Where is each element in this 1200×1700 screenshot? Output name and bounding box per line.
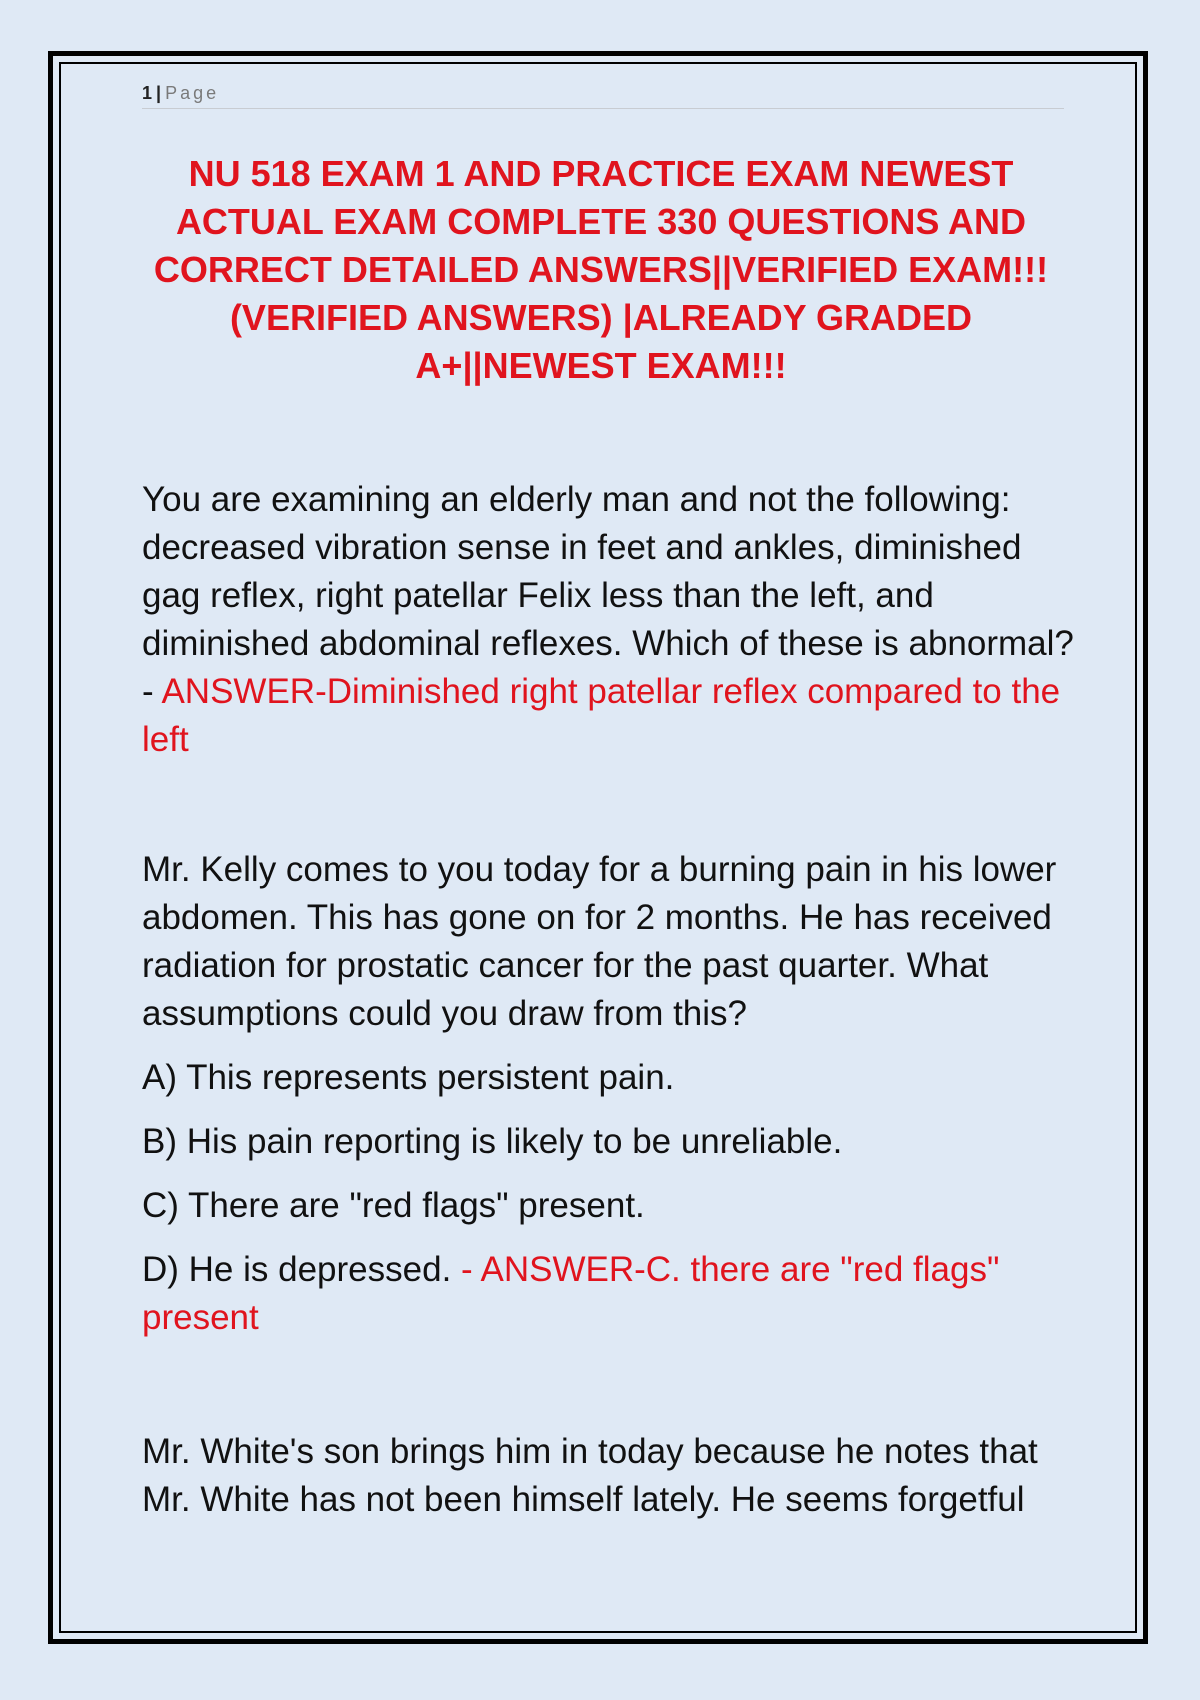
page-header — [142, 82, 1064, 109]
option-d-with-answer — [142, 1246, 1082, 1342]
option-c: C) There are "red flags" present. — [142, 1186, 645, 1225]
page-number: 1 — [142, 83, 153, 103]
title-line: CORRECT DETAILED ANSWERS||VERIFIED EXAM!!! — [153, 249, 1049, 290]
document-title — [142, 150, 1060, 390]
question-text: Mr. Kelly comes to you today for a burning pain in his lower abdomen. This has gone on for 2 months. He has received radiation for prostatic cancer for the past quarter. What assumptions could you draw from this? — [142, 850, 1057, 1033]
answer-text: ANSWER-Diminished right patellar reflex compared to the left — [142, 672, 1061, 759]
header-separator: | — [156, 83, 162, 103]
answer-text: - ANSWER-C. there are "red flags" present — [142, 1250, 1000, 1337]
question-text: Mr. White's son brings him in today because he notes that Mr. White has not been himself lately. He seems forgetful — [142, 1432, 1038, 1519]
title-line: (VERIFIED ANSWERS) |ALREADY GRADED — [229, 297, 973, 338]
title-line: A+||NEWEST EXAM!!! — [415, 345, 787, 386]
question-3 — [142, 1428, 1082, 1524]
option-d: D) He is depressed. — [142, 1250, 452, 1289]
option-a: A) This represents persistent pain. — [142, 1058, 675, 1097]
question-2 — [142, 846, 1082, 1342]
question-1 — [142, 476, 1082, 764]
question-text: You are examining an elderly man and not the following: decreased vibration sense in feet and ankles, diminished gag reflex, right patellar Felix less than the left, and diminished abdominal reflexes. Which of these is abnormal? - — [142, 480, 1074, 711]
option-b: B) His pain reporting is likely to be unreliable. — [142, 1122, 843, 1161]
title-line: ACTUAL EXAM COMPLETE 330 QUESTIONS AND — [175, 201, 1027, 242]
page-label: Page — [165, 83, 220, 103]
title-line: NU 518 EXAM 1 AND PRACTICE EXAM NEWEST — [188, 153, 1014, 194]
